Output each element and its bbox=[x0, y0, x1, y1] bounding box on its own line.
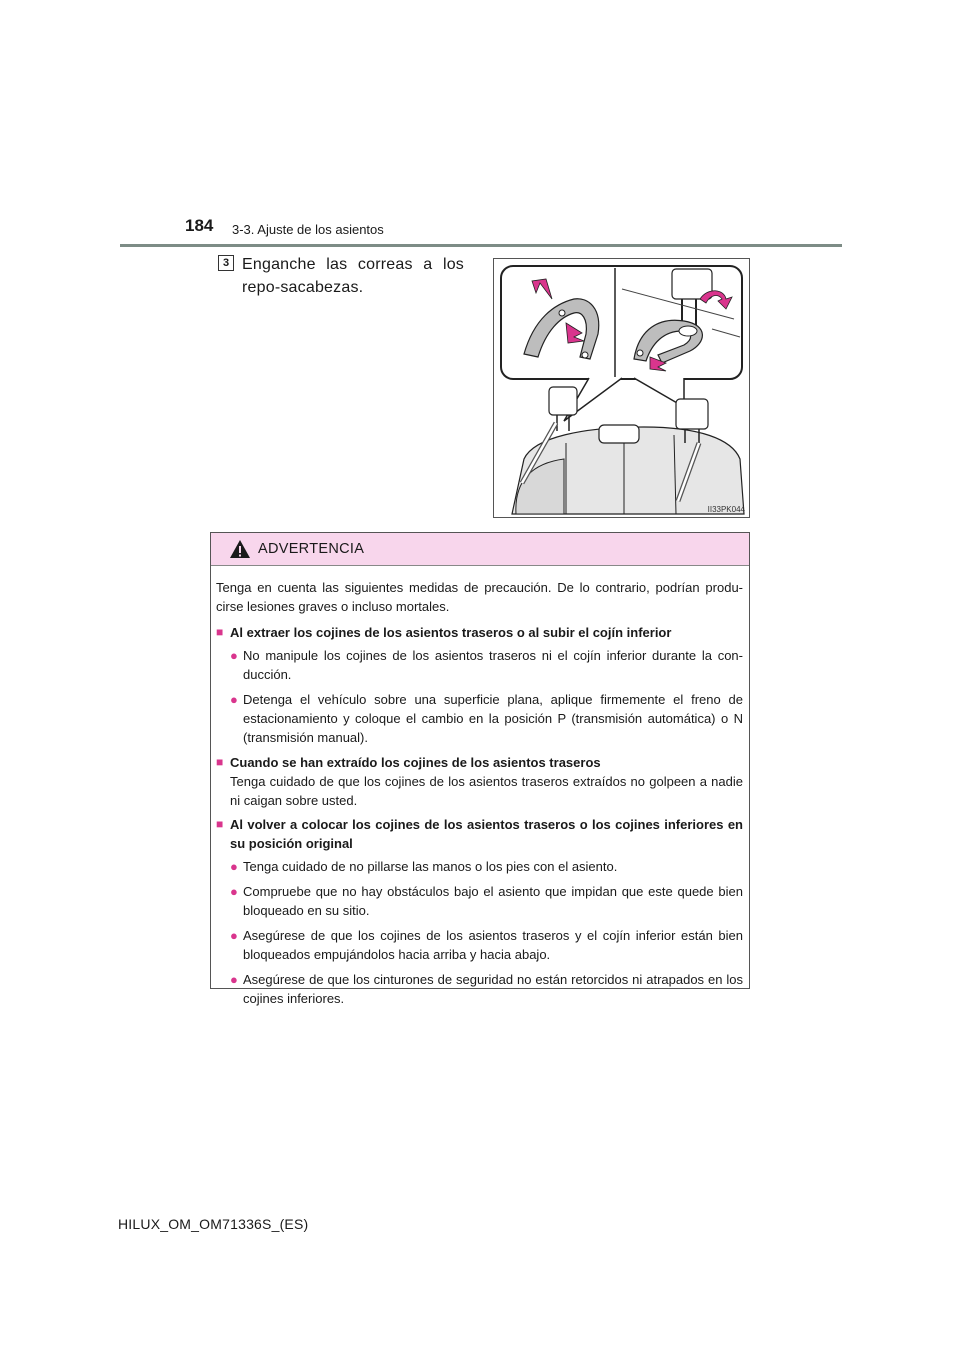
round-bullet-icon: ● bbox=[230, 928, 238, 943]
round-bullet-icon: ● bbox=[230, 972, 238, 987]
step-number-badge: 3 bbox=[218, 255, 234, 271]
warning-title: ADVERTENCIA bbox=[258, 541, 365, 557]
round-bullet-icon: ● bbox=[230, 884, 238, 899]
page-number: 184 bbox=[185, 216, 214, 235]
warning-section bbox=[216, 623, 743, 747]
warning-body bbox=[211, 566, 749, 1008]
list-item: ● Tenga cuidado de no pillarse las manos o los pies con el asiento. bbox=[230, 859, 618, 874]
illustration-code: II33PK044 bbox=[707, 505, 745, 514]
warning-section-description: Tenga cuidado de que los cojines de los asientos traseros extraídos no golpeen a nadie ni caigan sobre usted. bbox=[230, 774, 743, 808]
warning-triangle-icon bbox=[229, 539, 251, 559]
list-item: ● Detenga el vehículo sobre una superficie plana, aplique firmemente el freno de estacionamiento y coloque el cambio en la posición P (transmisión automática) o N (transmisión manual). bbox=[230, 692, 743, 745]
round-bullet-icon: ● bbox=[230, 692, 238, 707]
round-bullet-icon: ● bbox=[230, 648, 238, 663]
warning-intro: Tenga en cuenta las siguientes medidas de precaución. De lo contrario, podrían produ-cirse lesiones graves o incluso mortales. bbox=[216, 580, 743, 614]
warning-section-heading: ■ Al extraer los cojines de los asientos traseros o al subir el cojín inferior bbox=[216, 625, 672, 640]
list-item: ● Asegúrese de que los cinturones de seguridad no están retorcidos ni atrapados en los cojines inferiores. bbox=[230, 972, 743, 1006]
square-bullet-icon: ■ bbox=[216, 817, 224, 831]
warning-section-heading: ■ Cuando se han extraído los cojines de los asientos traseros bbox=[216, 755, 601, 770]
square-bullet-icon: ■ bbox=[216, 755, 224, 769]
square-bullet-icon: ■ bbox=[216, 625, 224, 639]
warning-section-heading: ■ Al volver a colocar los cojines de los asientos traseros o los cojines inferiores en su posición original bbox=[216, 817, 743, 851]
illustration-drawing bbox=[494, 259, 749, 517]
warning-header bbox=[211, 533, 749, 566]
warning-section bbox=[216, 815, 743, 1008]
header-divider bbox=[120, 244, 842, 247]
warning-section bbox=[216, 753, 743, 810]
document-id: HILUX_OM_OM71336S_(ES) bbox=[118, 1216, 309, 1232]
list-item: ● Asegúrese de que los cojines de los asientos traseros y el cojín inferior están bien bloqueados empujándolos hacia arriba y hacia abajo. bbox=[230, 928, 743, 962]
list-item: ● Compruebe que no hay obstáculos bajo el asiento que impidan que este quede bien bloqueado en su sitio. bbox=[230, 884, 743, 918]
round-bullet-icon: ● bbox=[230, 859, 238, 874]
section-title: 3-3. Ajuste de los asientos bbox=[232, 222, 384, 237]
step-instruction: Enganche las correas a los repo-sacabezas. bbox=[242, 256, 464, 296]
seat-headrest-strap-illustration bbox=[493, 258, 750, 518]
warning-box bbox=[210, 532, 750, 1006]
list-item: ● No manipule los cojines de los asientos traseros ni el cojín inferior durante la con-ducción. bbox=[230, 648, 743, 682]
